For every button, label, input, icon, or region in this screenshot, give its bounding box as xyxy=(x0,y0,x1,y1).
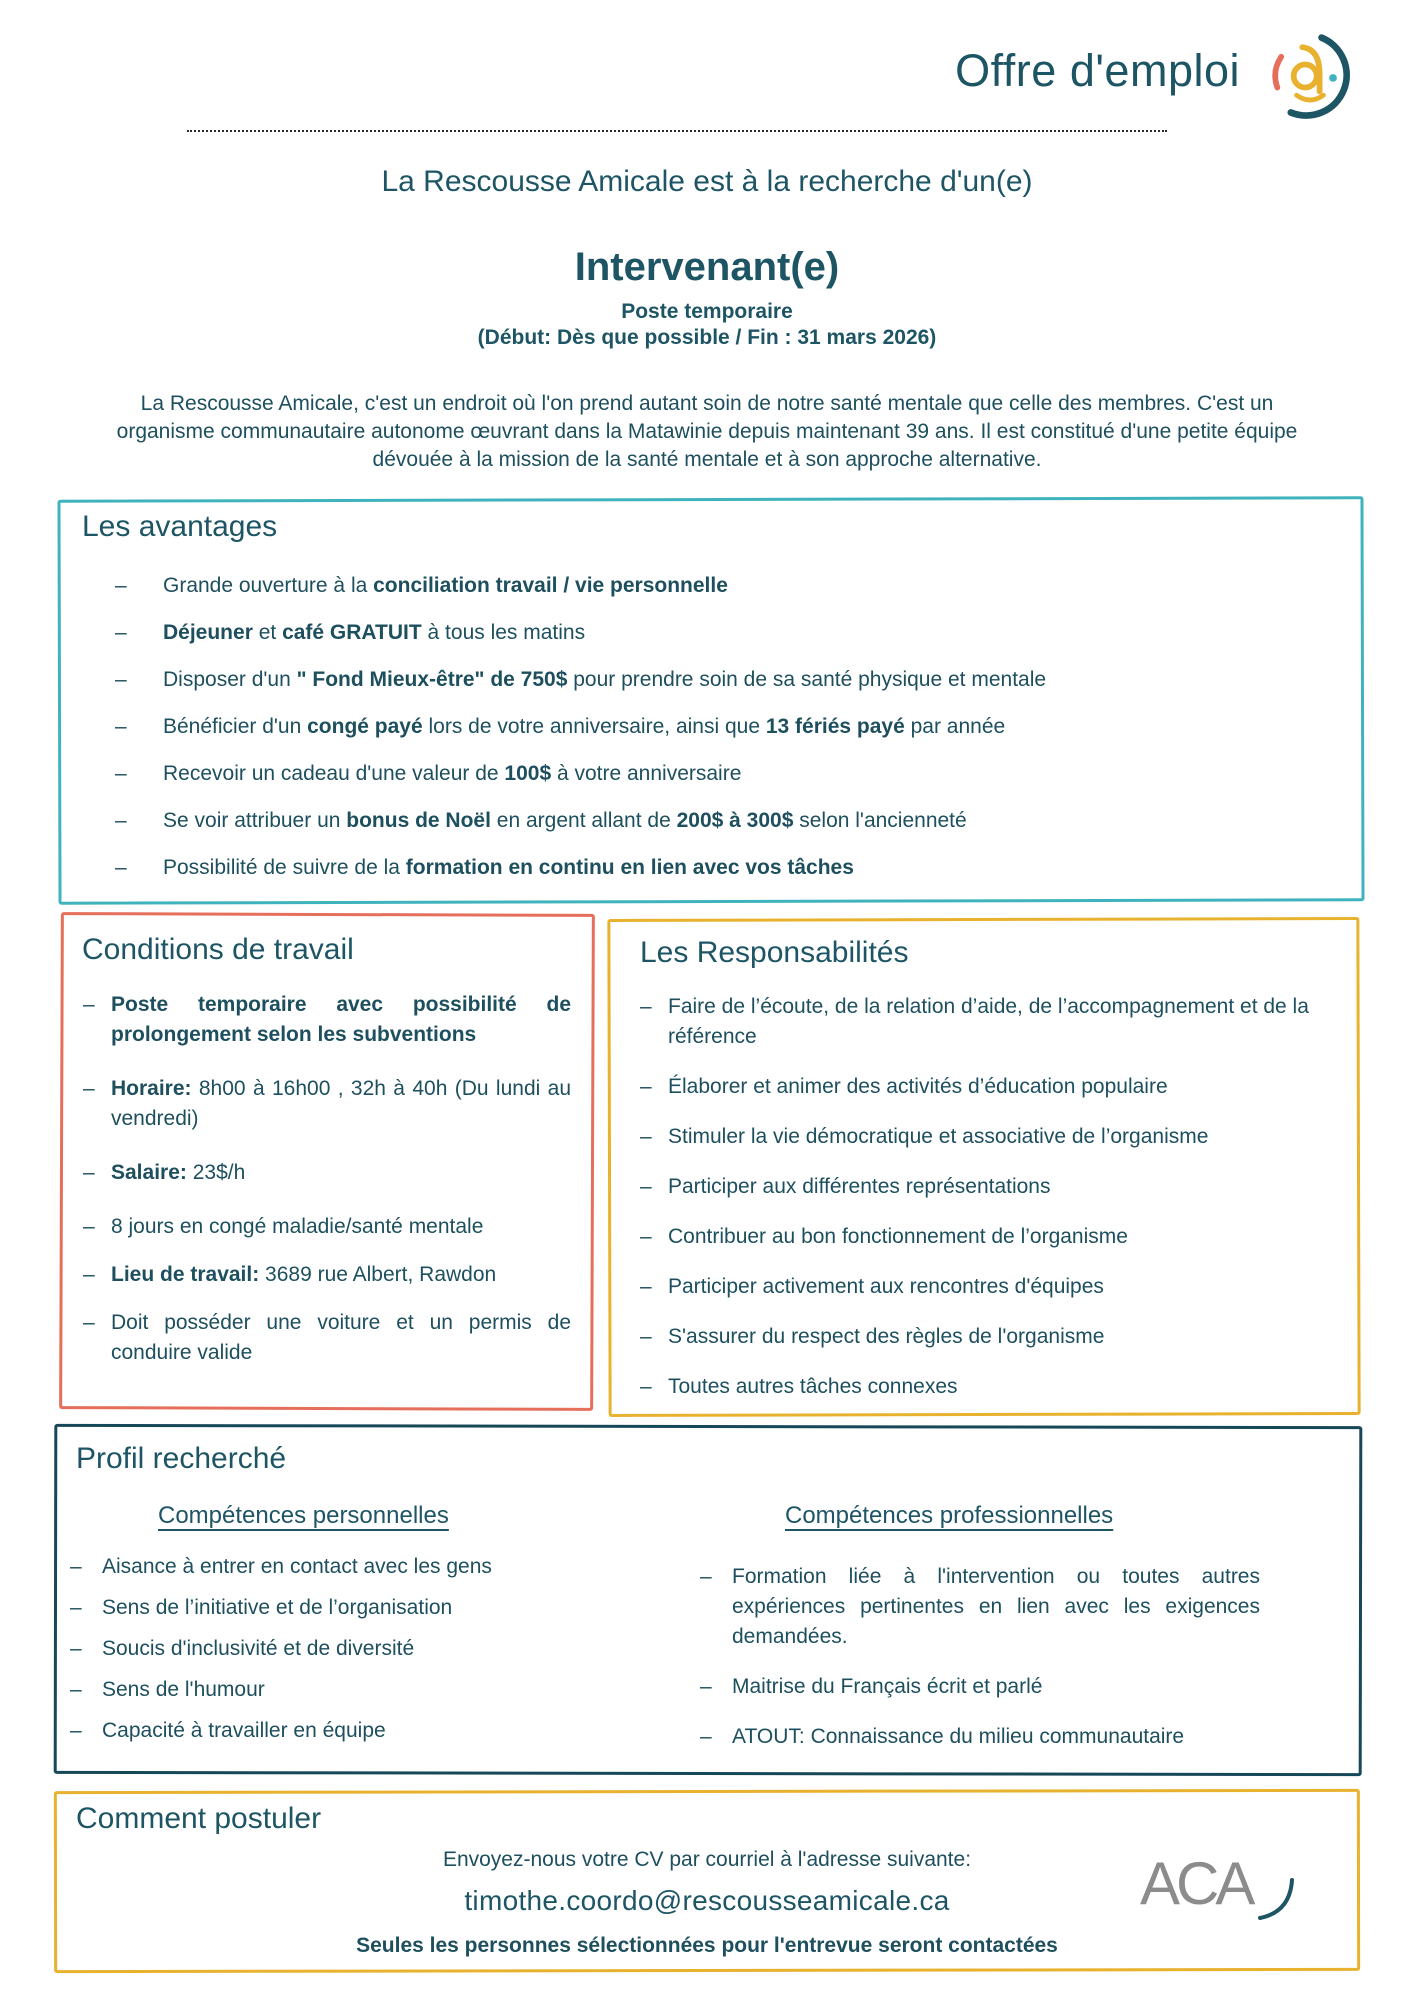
dash-bullet: – xyxy=(640,1175,652,1198)
postuler-title: Comment postuler xyxy=(76,1802,322,1835)
list-item xyxy=(115,572,1315,619)
dash-bullet: – xyxy=(115,668,127,691)
item-text: Sens de l'humour xyxy=(102,1678,265,1701)
item-text: 23$/h xyxy=(186,1161,246,1184)
item-text: Doit posséder une voiture et un permis de conduire valide xyxy=(111,1311,571,1364)
item-bold: " Fond Mieux-être" de 750$ xyxy=(296,668,568,691)
dash-bullet: – xyxy=(83,1161,95,1184)
list-item xyxy=(700,1562,1260,1652)
responsabilites-title: Les Responsabilités xyxy=(640,936,909,969)
dash-bullet: – xyxy=(83,1077,95,1100)
item-text: Recevoir un cadeau d'une valeur de xyxy=(163,762,505,785)
item-bold: Horaire: xyxy=(111,1077,192,1100)
item-bold: Poste temporaire avec possibilité de prolongement selon les subventions xyxy=(111,993,571,1046)
dash-bullet: – xyxy=(700,1565,712,1588)
item-bold: café GRATUIT xyxy=(282,621,422,644)
dash-bullet: – xyxy=(640,1275,652,1298)
item-text: Se voir attribuer un xyxy=(163,809,347,832)
item-text: S'assurer du respect des règles de l'organisme xyxy=(668,1325,1105,1348)
list-item xyxy=(640,1222,1340,1252)
dash-bullet: – xyxy=(115,809,127,832)
dash-bullet: – xyxy=(70,1555,82,1578)
avantages-title: Les avantages xyxy=(82,510,278,543)
item-bold: bonus de Noël xyxy=(346,809,491,832)
list-item xyxy=(83,1260,571,1290)
competences-professionnelles-heading: Compétences professionnelles xyxy=(785,1502,1114,1529)
item-bold: 100$ xyxy=(504,762,552,785)
item-text: Faire de l’écoute, de la relation d’aide, de l’accompagnement et de la référence xyxy=(668,995,1309,1048)
dash-bullet: – xyxy=(115,715,127,738)
list-item xyxy=(115,760,1315,807)
avantages-list xyxy=(115,572,1315,901)
profil-title: Profil recherché xyxy=(76,1442,287,1475)
dash-bullet: – xyxy=(83,1263,95,1286)
aca-logo xyxy=(1140,1850,1310,1920)
header-divider xyxy=(187,130,1167,132)
item-text: Participer activement aux rencontres d'équipes xyxy=(668,1275,1104,1298)
list-item xyxy=(115,807,1315,854)
intro-line: La Rescousse Amicale est à la recherche d'un(e) xyxy=(381,165,1033,198)
list-item xyxy=(115,666,1315,713)
item-text: à votre anniversaire xyxy=(551,762,742,785)
item-bold: Déjeuner xyxy=(163,621,253,644)
item-text: Soucis d'inclusivité et de diversité xyxy=(102,1637,415,1660)
item-text: lors de votre anniversaire, ainsi que xyxy=(422,715,766,738)
list-item xyxy=(640,1122,1340,1152)
competences-personnelles-heading: Compétences personnelles xyxy=(158,1502,449,1529)
dash-bullet: – xyxy=(640,1225,652,1248)
item-text: par année xyxy=(904,715,1006,738)
aca-logo-text: ACA xyxy=(1140,1850,1252,1917)
list-item xyxy=(83,1212,571,1242)
dash-bullet: – xyxy=(70,1596,82,1619)
list-item xyxy=(115,713,1315,760)
item-text: Élaborer et animer des activités d’éducation populaire xyxy=(668,1075,1168,1098)
item-bold: congé payé xyxy=(307,715,423,738)
item-text: ATOUT: Connaissance du milieu communautaire xyxy=(732,1725,1185,1748)
list-item xyxy=(640,1272,1340,1302)
apply-instructions: Envoyez-nous votre CV par courriel à l'adresse suivante: xyxy=(442,1848,972,1871)
item-text: en argent allant de xyxy=(490,809,677,832)
item-text: Toutes autres tâches connexes xyxy=(668,1375,958,1398)
dash-bullet: – xyxy=(640,995,652,1018)
list-item xyxy=(700,1722,1260,1752)
item-text: à tous les matins xyxy=(421,621,586,644)
item-bold: Salaire: xyxy=(111,1161,187,1184)
list-item xyxy=(70,1593,630,1634)
item-text: 8 jours en congé maladie/santé mentale xyxy=(111,1215,484,1238)
conditions-list xyxy=(83,990,571,1368)
item-bold: 200$ à 300$ xyxy=(676,809,794,832)
dash-bullet: – xyxy=(115,856,127,879)
item-text: Stimuler la vie démocratique et associative de l’organisme xyxy=(668,1125,1209,1148)
dash-bullet: – xyxy=(700,1675,712,1698)
item-text: Aisance à entrer en contact avec les gens xyxy=(102,1555,492,1578)
dash-bullet: – xyxy=(70,1678,82,1701)
apply-note: Seules les personnes sélectionnées pour l'entrevue seront contactées xyxy=(356,1934,1058,1957)
item-text: Maitrise du Français écrit et parlé xyxy=(732,1675,1043,1698)
dash-bullet: – xyxy=(640,1375,652,1398)
item-text: Bénéficier d'un xyxy=(163,715,308,738)
item-text: Participer aux différentes représentations xyxy=(668,1175,1051,1198)
list-item xyxy=(700,1672,1260,1702)
item-text: Contribuer au bon fonctionnement de l’organisme xyxy=(668,1225,1128,1248)
responsabilites-list xyxy=(640,992,1340,1422)
apply-email-link[interactable]: timothe.coordo@rescousseamicale.ca xyxy=(464,1885,950,1916)
item-text: selon l'ancienneté xyxy=(793,809,967,832)
list-item xyxy=(83,1158,571,1188)
dash-bullet: – xyxy=(83,993,95,1016)
dash-bullet: – xyxy=(83,1311,95,1334)
dash-bullet: – xyxy=(115,762,127,785)
dash-bullet: – xyxy=(115,621,127,644)
list-item xyxy=(115,854,1315,901)
header-title: Offre d'emploi xyxy=(955,45,1240,96)
dash-bullet: – xyxy=(115,574,127,597)
item-text: Possibilité de suivre de la xyxy=(163,856,406,879)
item-text: Grande ouverture à la xyxy=(163,574,374,597)
list-item xyxy=(70,1634,630,1675)
dash-bullet: – xyxy=(70,1719,82,1742)
list-item xyxy=(83,1308,571,1368)
list-item xyxy=(115,619,1315,666)
dash-bullet: – xyxy=(640,1125,652,1148)
item-bold: conciliation travail / vie personnelle xyxy=(373,574,728,597)
list-item xyxy=(70,1716,630,1757)
rescousse-amicale-logo-icon xyxy=(1262,28,1358,124)
job-type: Poste temporaire xyxy=(621,300,793,323)
list-item xyxy=(640,992,1340,1052)
job-title: Intervenant(e) xyxy=(574,245,840,289)
item-bold: 13 fériés payé xyxy=(765,715,905,738)
item-text: Formation liée à l'intervention ou toutes autres expériences pertinentes en lien avec les exigences demandées. xyxy=(732,1565,1260,1648)
list-item xyxy=(70,1675,630,1716)
item-text: Disposer d'un xyxy=(163,668,297,691)
conditions-title: Conditions de travail xyxy=(82,933,354,966)
item-text: 8h00 à 16h00 , 32h à 40h (Du lundi au vendredi) xyxy=(111,1077,571,1130)
dash-bullet: – xyxy=(70,1637,82,1660)
competences-personnelles-list xyxy=(70,1552,630,1757)
job-dates: (Début: Dès que possible / Fin : 31 mars 2026) xyxy=(477,326,937,349)
list-item xyxy=(70,1552,630,1593)
item-text: et xyxy=(252,621,283,644)
list-item xyxy=(640,1372,1340,1402)
item-text: pour prendre soin de sa santé physique et mentale xyxy=(567,668,1047,691)
list-item xyxy=(640,1172,1340,1202)
dash-bullet: – xyxy=(640,1075,652,1098)
item-bold: Lieu de travail: xyxy=(111,1263,260,1286)
list-item xyxy=(83,1074,571,1134)
item-text: Sens de l’initiative et de l’organisation xyxy=(102,1596,453,1619)
list-item xyxy=(640,1072,1340,1102)
competences-professionnelles-list xyxy=(700,1562,1260,1772)
list-item xyxy=(83,990,571,1050)
item-bold: formation en continu en lien avec vos tâches xyxy=(405,856,854,879)
item-text: 3689 rue Albert, Rawdon xyxy=(259,1263,497,1286)
dash-bullet: – xyxy=(83,1215,95,1238)
item-text: Capacité à travailler en équipe xyxy=(102,1719,386,1742)
list-item xyxy=(640,1322,1340,1352)
dash-bullet: – xyxy=(640,1325,652,1348)
dash-bullet: – xyxy=(700,1725,712,1748)
intro-paragraph: La Rescousse Amicale, c'est un endroit où l'on prend autant soin de notre santé mentale que celle des membres. C'est un organisme communautaire autonome œuvrant dans la Matawinie depuis maintenant 39 ans. Il est constitué d'une petite équipe dévouée à la mission de la santé mentale et à son approche alternative. xyxy=(116,392,1298,471)
